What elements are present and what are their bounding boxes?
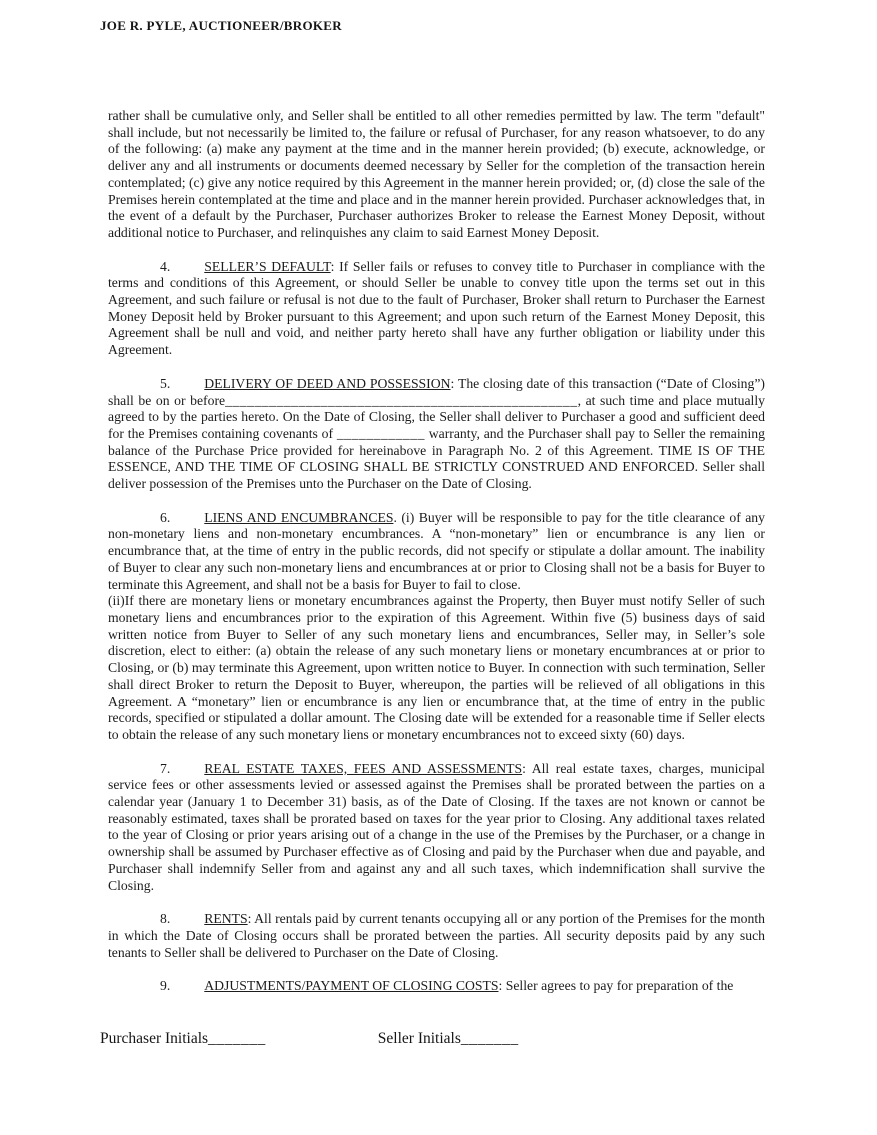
paragraph-sellers-default (108, 259, 765, 359)
paragraph-default-continuation (108, 108, 765, 242)
section-number: 6. (160, 509, 171, 525)
section-heading-sellers-default: SELLER’S DEFAULT (204, 258, 331, 274)
seller-initials-label: Seller Initials (377, 1030, 461, 1047)
heading-separator: : (498, 978, 506, 994)
section-heading-real-estate-taxes: REAL ESTATE TAXES, FEES AND ASSESSMENTS (204, 760, 523, 776)
purchaser-initials-label: Purchaser Initials (100, 1030, 209, 1047)
document-body (108, 108, 765, 995)
section-heading-delivery-of-deed: DELIVERY OF DEED AND POSSESSION (204, 375, 451, 391)
paragraph-text: The closing date of this transaction (“Date of Closing”) shall be on or before (108, 375, 765, 408)
paragraph-text: , at such time and place mutually agreed to by the parties hereto. On the Date of Closing, the Seller shall deliver to Purchaser a good and sufficient deed for the Premises containing covenants of (108, 392, 765, 441)
paragraph-text: rather shall be cumulative only, and Seller shall be entitled to all other remedies permitted by law. The term "default" shall include, but not necessarily be limited to, the failure or refusal of Purchaser, for any reason whatsoever, to do any of the following: (a) make any payment at the time and in the manner herein provided; (b) execute, acknowledge, or deliver any and all instruments or documents deemed necessary by Seller for the completion of the transaction herein contemplated; (c) give any notice required by this Agreement in the manner herein provided; or, (d) close the sale of the Premises herein contemplated at the time and place and in the manner herein provided. Purchaser acknowledges that, in the event of a default by the Purchaser, Purchaser authorizes Broker to release the Earnest Money Deposit, without additional notice to Purchaser, and relinquishes any claim to said Earnest Money Deposit. (108, 108, 765, 240)
section-number: 8. (160, 911, 171, 927)
heading-separator: : (330, 258, 340, 274)
paragraph-delivery-of-deed (108, 376, 765, 493)
heading-separator: : (522, 760, 532, 776)
paragraph-text: (i) Buyer will be responsible to pay for the title clearance of any non-monetary liens and non-monetary encumbrances. A “non-monetary” lien or encumbrance is any lien or encumbrance that, at the time of entry in the public records, did not specify or stipulate a dollar amount. The inability of Buyer to clear any such non-monetary liens and encumbrances at or prior to Closing shall not be a basis for Buyer to terminate this Agreement, and shall not be a basis for Buyer to fail to close. (108, 509, 765, 592)
paragraph-rents (108, 911, 765, 961)
warranty-type-blank-line: ____________ (336, 425, 425, 441)
heading-separator: : (450, 375, 458, 391)
paragraph-text: Seller agrees to pay for preparation of the (505, 978, 734, 994)
document-header-title: JOE R. PYLE, AUCTIONEER/BROKER (100, 18, 342, 33)
paragraph-text: (ii)If there are monetary liens or monetary encumbrances against the Property, then Buyer must notify Seller of such monetary liens and encumbrances prior to the expiration of this Agreement. Within five (5) business days of said written notice from Buyer to Seller of any such monetary liens and encumbrances, Seller may, in Seller’s sole discretion, elect to either: (a) obtain the release of any such monetary liens or monetary encumbrances at or prior to Closing, or (b) may terminate this Agreement, upon written notice to Buyer. In connection with such termination, Seller shall direct Broker to return the Deposit to Buyer, whereupon, the parties will be relieved of all obligations in this Agreement. A “monetary” lien or encumbrance is any lien or encumbrance that, at the time of entry in the public records, specified or stipulated a dollar amount. The Closing date will be extended for a reasonable time if Seller elects to obtain the release of any such monetary liens or monetary encumbrances not to exceed sixty (60) days. (108, 593, 765, 742)
seller-initials-blank-line: _______ (460, 1030, 519, 1047)
purchaser-initials (100, 1030, 266, 1047)
section-heading-adjustments-closing-costs: ADJUSTMENTS/PAYMENT OF CLOSING COSTS (204, 978, 499, 994)
paragraph-text: All rentals paid by current tenants occupying all or any portion of the Premises for the month in which the Date of Closing occurs shall be prorated between the parties. All security deposits paid by any such tenants to Seller shall be delivered to Purchaser on the Date of Closing. (108, 911, 765, 960)
paragraph-text: If Seller fails or refuses to convey title to Purchaser in compliance with the terms and conditions of this Agreement, or should Seller be unable to convey title upon the terms set out in this Agreement, and such failure or refusal is not due to the fault of Purchaser, Broker shall return to Purchaser the Earnest Money Deposit held by Broker pursuant to this Agreement; and upon such return of the Earnest Money Deposit, this Agreement shall be null and void, and neither party hereto shall have any further obligation or liability under this Agreement. (108, 258, 766, 358)
section-number: 4. (160, 258, 171, 274)
section-number: 5. (160, 375, 171, 391)
heading-separator: : (247, 911, 255, 927)
purchaser-initials-blank-line: _______ (208, 1030, 266, 1047)
heading-separator: . (393, 509, 402, 525)
section-heading-liens-and-encumbrances: LIENS AND ENCUMBRANCES (204, 509, 394, 525)
paragraph-text: warranty, and the Purchaser shall pay to Seller the remaining balance of the Purchase Price provided for hereinabove in Paragraph No. 2 of this Agreement. TIME IS OF THE ESSENCE, AND THE TIME OF CLOSING SHALL BE STRICTLY CONSTRUED AND ENFORCED. Seller shall deliver possession of the Premises unto the Purchaser on the Date of Closing. (108, 425, 765, 492)
initials-footer (100, 1030, 519, 1048)
paragraph-text: All real estate taxes, charges, municipal service fees or other assessments levied or assessed against the Premises shall be prorated between the parties on a calendar year (January 1 to December 31) basis, as of the Date of Closing. If the taxes are not known or cannot be reasonably estimated, taxes shall be prorated based on taxes for the year prior to Closing. Any additional taxes related to the year of Closing or prior years arising out of a change in the use of the Premises by the Purchaser, or a change in ownership shall be assumed by Purchaser effective as of Closing and paid by the Purchaser when due and payable, and Purchaser shall indemnify Seller from and against any and all such taxes, which indemnification shall survive the Closing. (108, 760, 765, 893)
section-heading-rents: RENTS (204, 911, 248, 927)
paragraph-real-estate-taxes (108, 761, 765, 895)
section-number: 9. (160, 978, 171, 994)
paragraph-liens-part-i (108, 510, 765, 594)
seller-initials (378, 1030, 519, 1047)
section-number: 7. (160, 760, 171, 776)
paragraph-liens-part-ii (108, 593, 765, 743)
closing-date-blank-line: ________________________________________________ (225, 392, 578, 408)
paragraph-adjustments-closing-costs (108, 978, 765, 995)
